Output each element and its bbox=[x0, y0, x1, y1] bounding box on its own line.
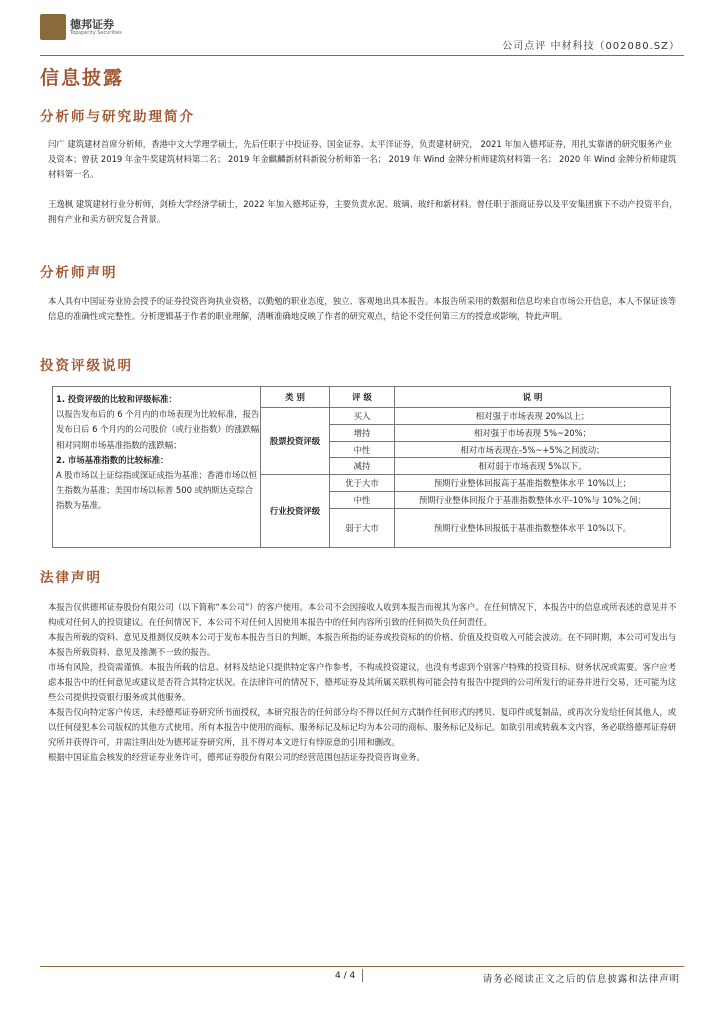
analyst-statement-text: 本人具有中国证券业协会授予的证券投资咨询执业资格，以勤勉的职业态度，独立、客观地出具本报告。本报告所采用的数据和信息均来自市场公开信息，本人不保证该等信息的准确性或完整性。分析逻辑基于作者的职业理解，清晰准确地反映了作者的研究观点，结论不受任何第三方的授意或影响，特此声明。 bbox=[48, 296, 677, 321]
rating-cell: 中性 bbox=[330, 441, 395, 458]
section-heading-rating: 投资评级说明 bbox=[40, 358, 133, 374]
analyst-intro-text: 闫广 建筑建材首席分析师，香港中文大学理学硕士，先后任职于中投证券、国金证券、太平洋证券，负责建材研究， 2021 年加入德邦证券，用扎实靠谱的研究服务产业及资本；曾获 2019 年金牛奖建筑材料第二名； 2019 年金麒麟新材料新锐分析师第一名； 2019 年 Wind 金牌分析师建筑材料第一名； 2020 年 Wind 金牌分析师建筑材料第一名。 bbox=[48, 139, 677, 179]
analyst-intro-1 bbox=[48, 137, 678, 182]
section-heading-analyst-intro: 分析师与研究助理简介 bbox=[40, 109, 195, 125]
rating-cell: 弱于大市 bbox=[330, 509, 395, 548]
rating-cell: 买入 bbox=[330, 408, 395, 425]
company-logo bbox=[40, 14, 66, 40]
benchmark-heading: 2. 市场基准指数的比较标准： bbox=[56, 454, 169, 465]
col-category: 类 别 bbox=[261, 387, 330, 408]
rating-criteria-text: 以报告发布后的 6 个月内的市场表现为比较标准，报告发布日后 6 个月内的公司股价（或行业指数）的涨跌幅相对同期市场基准指数的涨跌幅； bbox=[56, 409, 260, 450]
col-rating: 评 级 bbox=[330, 387, 395, 408]
analyst-intro-2 bbox=[48, 197, 678, 227]
footer-separator bbox=[362, 969, 363, 982]
legal-paragraph: 市场有风险，投资需谨慎。本报告所载的信息、材料及结论只提供特定客户作参考，不构成投资建议，也没有考虑到个别客户特殊的投资目标、财务状况或需要。客户应考虑本报告中的任何意见或建议是否符合其特定状况。在法律许可的情况下，德邦证券及其所属关联机构可能会持有报告中提到的公司所发行的证券并进行交易，还可能为这些公司提供投资银行服务或其他服务。 bbox=[48, 662, 677, 702]
header-divider bbox=[40, 55, 684, 56]
desc-cell: 相对市场表现在-5%~+5%之间波动； bbox=[395, 441, 671, 458]
table-header-row bbox=[261, 387, 671, 408]
page-title: 信息披露 bbox=[40, 67, 125, 89]
stock-rating-category: 股票投资评级 bbox=[261, 408, 330, 475]
rating-cell: 优于大市 bbox=[330, 475, 395, 492]
header-report-info: 公司点评 中材科技（002080.SZ） bbox=[502, 41, 680, 52]
desc-cell: 相对强于市场表现 5%~20%； bbox=[395, 424, 671, 441]
rating-cell: 增持 bbox=[330, 424, 395, 441]
legal-statement bbox=[48, 600, 678, 765]
desc-cell: 相对弱于市场表现 5%以下。 bbox=[395, 458, 671, 475]
section-heading-legal: 法律声明 bbox=[40, 570, 102, 586]
rating-table bbox=[260, 386, 671, 548]
industry-rating-category: 行业投资评级 bbox=[261, 475, 330, 548]
benchmark-text: A 股市场以上证综指或深证成指为基准；香港市场以恒生指数为基准；美国市场以标普 500 或纳斯达克综合指数为基准。 bbox=[56, 470, 258, 511]
desc-cell: 预期行业整体回报低于基准指数整体水平 10%以下。 bbox=[395, 509, 671, 548]
desc-cell: 预期行业整体回报高于基准指数整体水平 10%以上； bbox=[395, 475, 671, 492]
rating-cell: 减持 bbox=[330, 458, 395, 475]
rating-criteria-heading: 1. 投资评级的比较和评级标准： bbox=[56, 394, 177, 404]
company-name: 德邦证券 bbox=[70, 18, 114, 31]
desc-cell: 预期行业整体回报介于基准指数整体水平-10%与 10%之间； bbox=[395, 492, 671, 509]
footer-divider bbox=[40, 966, 684, 967]
rating-cell: 中性 bbox=[330, 492, 395, 509]
section-heading-analyst-statement: 分析师声明 bbox=[40, 265, 118, 281]
legal-paragraph: 根据中国证监会核发的经营证券业务许可，德邦证券股份有限公司的经营范围包括证券投资咨询业务。 bbox=[48, 752, 425, 762]
footer-disclaimer: 请务必阅读正文之后的信息披露和法律声明 bbox=[482, 974, 680, 985]
desc-cell: 相对强于市场表现 20%以上； bbox=[395, 408, 671, 425]
col-description: 说 明 bbox=[395, 387, 671, 408]
analyst-intro-text: 王逸枫 建筑建材行业分析师，剑桥大学经济学硕士，2022 年加入德邦证券，主要负责水泥、玻璃、玻纤和新材料。曾任职于浙商证券以及平安集团旗下不动产投资平台，拥有产业和卖方研究复合背景。 bbox=[48, 199, 678, 224]
rating-criteria bbox=[52, 386, 260, 548]
company-name-en: Topsperity Securities bbox=[70, 30, 122, 36]
table-row bbox=[261, 475, 671, 492]
legal-paragraph: 本报告仅向特定客户传送，未经德邦证券研究所书面授权，本研究报告的任何部分均不得以任何方式制作任何形式的拷贝、复印件或复制品，或再次分发给任何其他人，或以任何侵犯本公司版权的其他方式使用。所有本报告中使用的商标、服务标记及标记均为本公司的商标、服务标记及标记。如欲引用或转载本文内容，务必联络德邦证券研究所并获得许可，并需注明出处为德邦证券研究所，且不得对本文进行有悖原意的引用和删改。 bbox=[48, 707, 677, 747]
table-row bbox=[261, 408, 671, 425]
page-number: 4 / 4 bbox=[335, 971, 356, 981]
legal-paragraph: 本报告所载的资料、意见及推测仅反映本公司于发布本报告当日的判断，本报告所指的证券或投资标的的价格、价值及投资收入可能会波动。在不同时期，本公司可发出与本报告所载资料、意见及推测不一致的报告。 bbox=[48, 632, 677, 657]
analyst-statement bbox=[48, 294, 678, 324]
legal-paragraph: 本报告仅供德邦证券股份有限公司（以下简称“本公司”）的客户使用。本公司不会因接收人收到本报告而视其为客户。在任何情况下，本报告中的信息或所表述的意见并不构成对任何人的投资建议。在任何情况下，本公司不对任何人因使用本报告中的任何内容所引致的任何损失负任何责任。 bbox=[48, 602, 677, 627]
